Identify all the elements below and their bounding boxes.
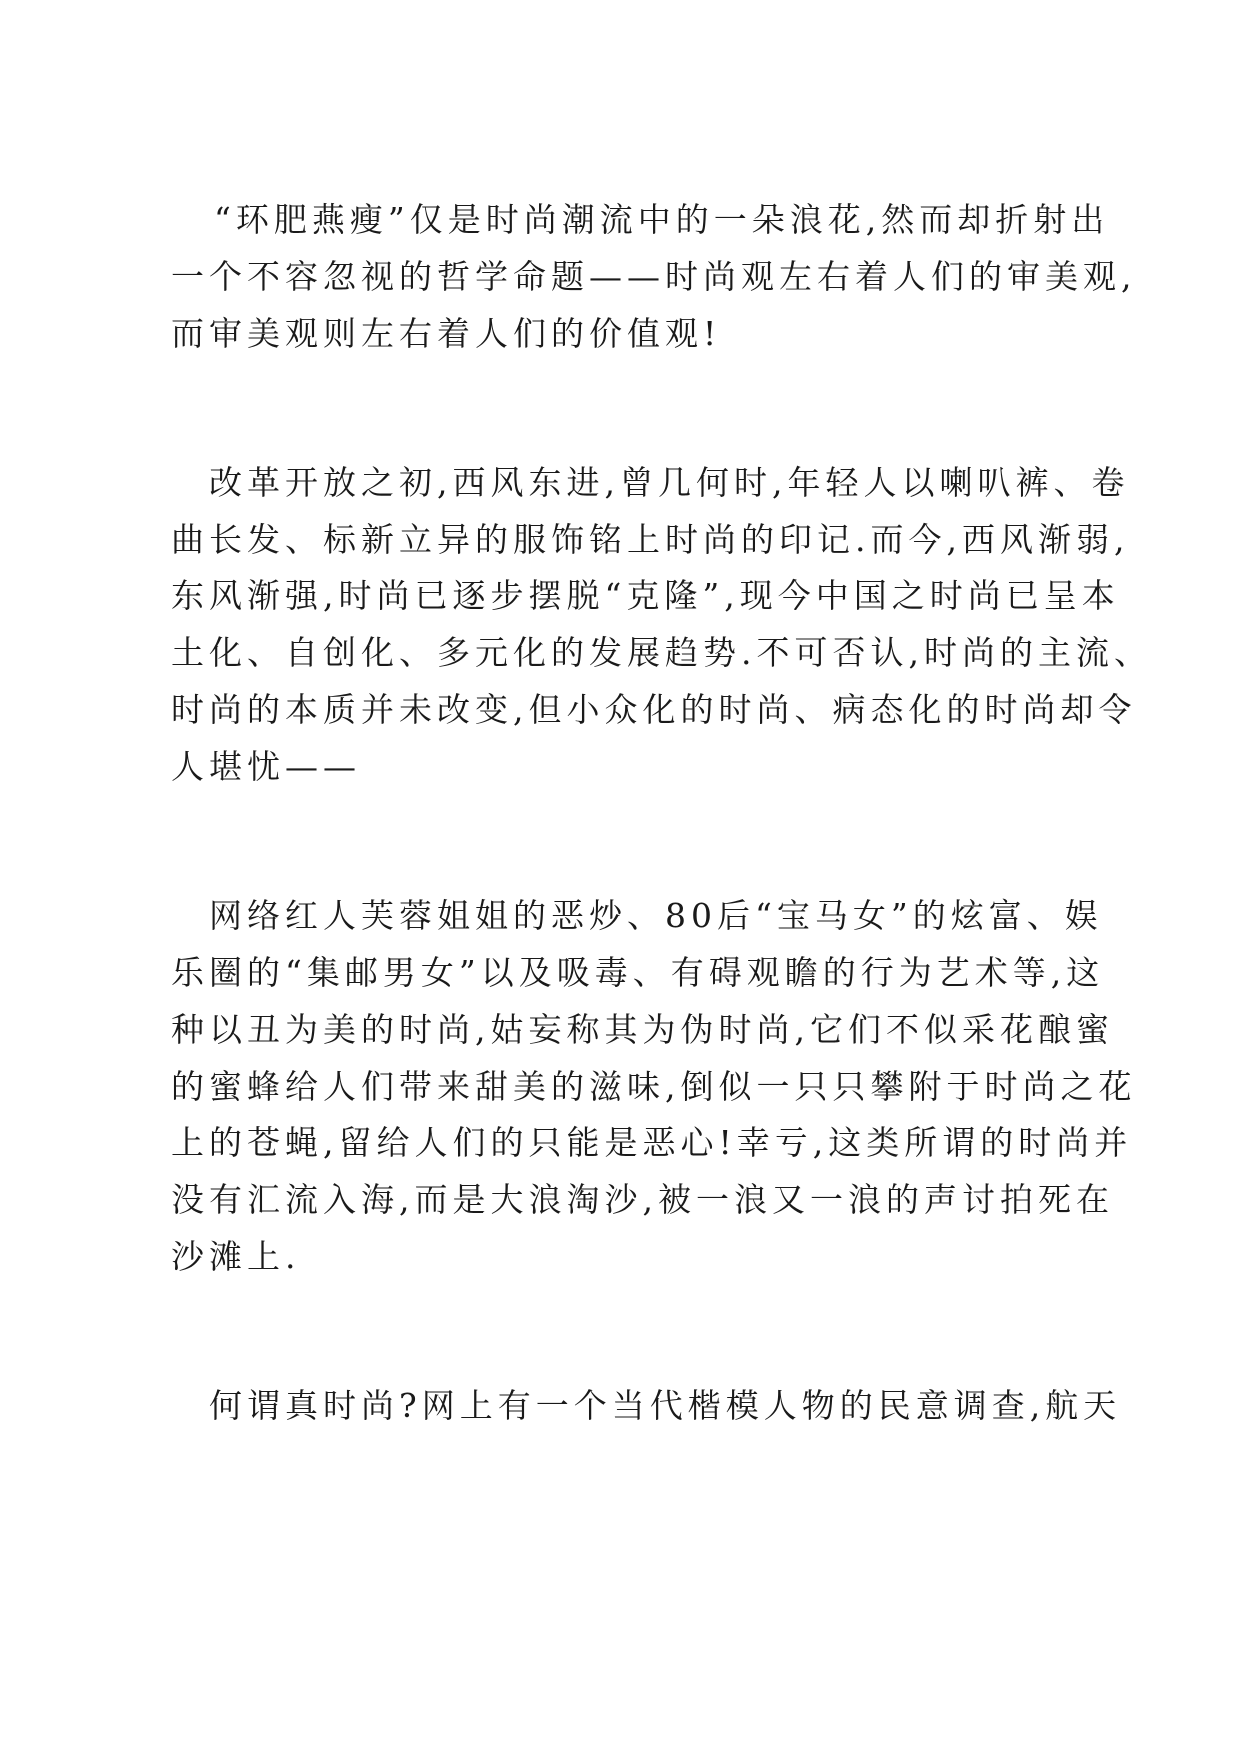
paragraph-2-line-4: 土化、自创化、多元化的发展趋势.不可否认,时尚的主流、: [171, 633, 1152, 672]
paragraph-2-line-2: 曲长发、标新立异的服饰铭上时尚的印记.而今,西风渐弱,: [171, 520, 1130, 559]
paragraph-1-line-1: “环肥燕瘦”仅是时尚潮流中的一朵浪花,然而却折射出: [214, 200, 1110, 239]
paragraph-3-line-2: 乐圈的“集邮男女”以及吸毒、有碍观瞻的行为艺术等,这: [171, 953, 1105, 992]
paragraph-3-line-3: 种以丑为美的时尚,姑妄称其为伪时尚,它们不似采花酿蜜: [171, 1010, 1114, 1049]
paragraph-2-line-1: 改革开放之初,西风东进,曾几何时,年轻人以喇叭裤、卷: [209, 463, 1130, 502]
paragraph-4-line-1: 何谓真时尚?网上有一个当代楷模人物的民意调查,航天: [209, 1386, 1122, 1425]
paragraph-2-line-3: 东风渐强,时尚已逐步摆脱“克隆”,现今中国之时尚已呈本: [171, 576, 1120, 615]
paragraph-2-line-6: 人堪忧——: [171, 747, 361, 786]
paragraph-3-line-6: 没有汇流入海,而是大浪淘沙,被一浪又一浪的声讨拍死在: [171, 1180, 1114, 1219]
paragraph-1-line-3: 而审美观则左右着人们的价值观!: [171, 314, 722, 353]
paragraph-3-line-1: 网络红人芙蓉姐姐的恶炒、80后“宝马女”的炫富、娱: [209, 896, 1103, 935]
paragraph-2-line-5: 时尚的本质并未改变,但小众化的时尚、病态化的时尚却令: [171, 690, 1137, 729]
paragraph-3-line-5: 上的苍蝇,留给人们的只能是恶心!幸亏,这类所谓的时尚并: [171, 1123, 1133, 1162]
paragraph-3-line-4: 的蜜蜂给人们带来甜美的滋味,倒似一只只攀附于时尚之花: [171, 1067, 1137, 1106]
paragraph-3-line-7: 沙滩上.: [171, 1237, 301, 1276]
paragraph-1-line-2: 一个不容忽视的哲学命题——时尚观左右着人们的审美观,: [171, 257, 1137, 296]
